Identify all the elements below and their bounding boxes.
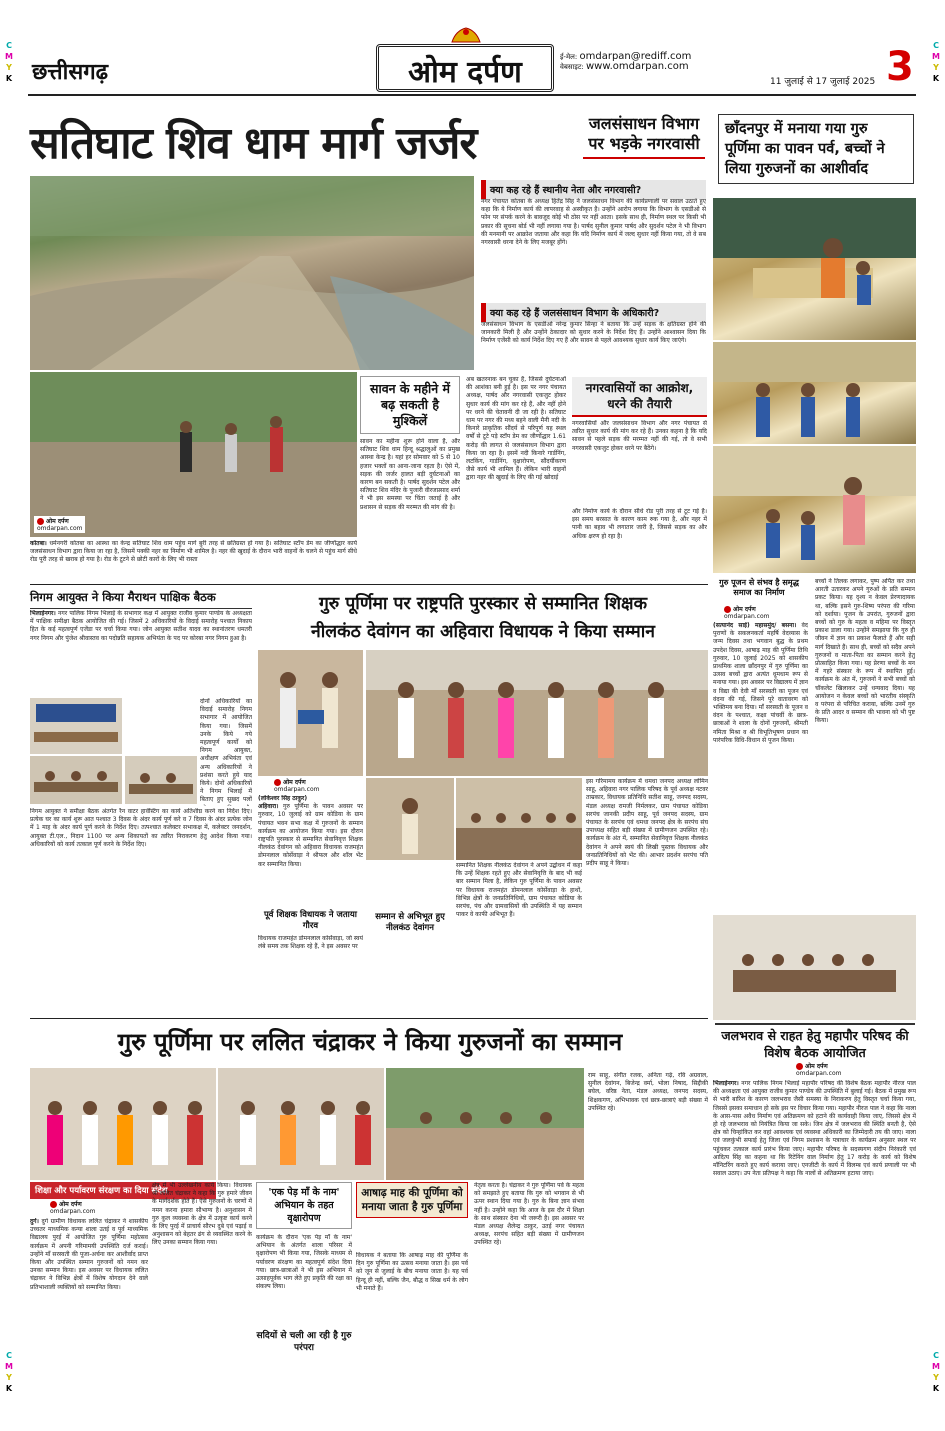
lead-body-col2: अब खतरनाक बन चुका है, जिससे दुर्घटनाओं की आशंका बनी हुई है। इस पर नगर पंचायत अध्यक्ष, पार्षद और नगरवासी एकजुट होकर सुधार कार्य की मांग कर रहे हैं, और नहीं होने पर धरने की चेतावनी दी जा रही है। सतिघाट धाम पर नगर की मध्य बहने वाली मैनी नदी के किनारे प्राकृतिक सौंदर्य से परिपूर्ण यह स्थल वर्षों से टूटे पड़े स्टॉप डेम का जीर्णोद्धार 1.61 करोड़ की लागत से जलसंसाधन विभाग द्वारा किया जा रहा है। इसमें नदी किनारे गार्डनिंग, लटकिंग, गार्डनिंग, वृक्षारोपण, सौंदर्यीकरण जैसे कार्य भी शामिल हैं। लेकिन भारी वाहनों द्वारा नहर की खुदाई के लिए की गई खोदाई <box>466 376 566 482</box>
logo-icon <box>50 1201 57 1208</box>
right-photo-2 <box>713 342 916 444</box>
website-label: वेबसाइट: <box>560 63 584 71</box>
cmyk-c: C <box>6 1351 12 1360</box>
logo-icon <box>724 606 731 613</box>
lalit-top-rule <box>30 1018 708 1019</box>
lead-sidebar-title: जलसंसाधन विभाग पर भड़के नगरवासी <box>583 114 705 159</box>
award-body-a <box>258 795 363 905</box>
credit-url: omdarpan.com <box>796 1070 842 1077</box>
cmyk-m: M <box>932 1362 940 1371</box>
photo-credit <box>34 516 85 533</box>
award-body-c: सम्मानित शिक्षक नीलकंठ देवांगन ने अपने उद्बोधन में कहा कि उन्हें शिक्षक रहते हुए और सेवानिवृत्ति के बाद भी कई बार सम्मान मिला है, लेकिन गुरु पूर्णिमा के पावन अवसर पर विधायक राजमहंत डोमनलाल कोर्सेवाड़ा के हाथों, विभिन्न क्षेत्रों के जनप्रतिनिधियों, ग्राम पंचायत कोडिया के सरपंच, पंच और ग्रामवासियों की उपस्थिति में यह सम्मान पाकर वे काफी अभिभूत हैं। <box>456 862 582 919</box>
lalit-photo-2 <box>218 1068 384 1180</box>
cmyk-m: M <box>5 52 13 61</box>
right-photo-3 <box>713 446 916 573</box>
cmyk-y: Y <box>6 63 12 72</box>
award-headline-1: गुरु पूर्णिमा पर राष्ट्रपति पुरस्कार से सम्मानित शिक्षक <box>318 594 648 614</box>
award-dateline: अहिवारा। <box>258 803 279 811</box>
email-label: ई-मेल: <box>560 53 578 61</box>
credit-text: ओम दर्पण <box>283 779 306 786</box>
credit-url: omdarpan.com <box>50 1208 96 1215</box>
lead-bottom-rule <box>30 584 708 585</box>
cmyk-y: Y <box>6 1373 12 1382</box>
lalit-body-a <box>30 1218 148 1396</box>
right-body-col2: बच्चों ने तिलक लगाकर, पुष्प अर्पित कर तथा आरती उतारकर अपने गुरुओं के प्रति सम्मान प्रकट किया। यह दृश्य न केवल प्रेरणादायक था, बल्कि इसने गुरु-शिष्य परंपरा की गरिमा को दर्शाया। पूजन के उपरांत, गुरुजनों द्वारा बच्चों को गुरु के महत्व व महिमा पर विस्तृत प्रकाश डाला गया। उन्होंने समझाया कि गुरु ही जीवन में ज्ञान का प्रकाश फैलाते हैं और सही मार्ग दिखाते हैं। साथ ही, बच्चों को सदैव अपने गुरुजनों व माता-पिता का सम्मान करने हेतु प्रोत्साहित किया गया। यह प्रेरणा बच्चों के मन में गहरे संस्कार के रूप में स्थापित हुई। कार्यक्रम के अंत में, गुरुजनों ने सभी बच्चों को चॉकलेट खिलाकर उन्हें धन्यवाद दिया। यह आयोजन न केवल बच्चों को भारतीय संस्कृति व परंपरा से परिचित कराया, बल्कि उनमें गुरु के प्रति आदर व सम्मान की भावना को भी पुष्ट किया। <box>815 578 915 725</box>
page-number: 3 <box>886 44 914 90</box>
right-body-col1 <box>713 622 808 910</box>
cmyk-k: K <box>932 74 940 83</box>
award-photo-3 <box>366 778 454 860</box>
mahapaur-headline: जलभराव से राहत हेतु महापौर परिषद की विशेष बैठक आयोजित <box>715 1023 915 1061</box>
masthead-ornament <box>446 26 486 44</box>
cmyk-y: Y <box>933 1373 939 1382</box>
page-header <box>28 40 916 98</box>
lalit-body-d: राम साहू, संगीत रजक, अनिता गढ़े, रवि अग्रवाल, सुनील देवांगन, बिजेन्द्र वर्मा, भोला निषाद, सिद्दीकी बघेल, वरिष्ठ नेता, मंडल अध्यक्ष, जनपद सदस्य, शिक्षकगण, अभिभावक एवं छात्र-छात्राएं बड़ी संख्या में उपस्थित रहे। <box>588 1072 708 1112</box>
mahapaur-body <box>713 1080 916 1380</box>
credit-url: omdarpan.com <box>724 613 770 620</box>
cmyk-m: M <box>5 1362 13 1371</box>
right-dateline: (सत्यानंद साई) महासमुंद/ बसना। <box>713 622 797 629</box>
nigam-dateline: भिलाईनगर। <box>30 610 56 617</box>
cmyk-marks-bottom-right <box>930 1350 942 1394</box>
award-photo-4 <box>456 778 582 860</box>
lalit-body-c: नेतृत्व करता है। चंद्राकर ने गुरु पूर्णिमा पर्व के महत्व को समझाते हुए बताया कि गुरु को भगवान से भी ऊपर स्थान दिया गया है। गुरु के बिना ज्ञान संभव नहीं है। उन्होंने कहा कि आज के इस दौर में शिक्षा के साथ संस्कार देना भी जरूरी है। इस अवसर पर मंडल अध्यक्ष शैलेन्द्र ठाकुर, उतई नगर पंचायत अध्यक्ष, सरपंच सहित बड़ी संख्या में ग्रामीणजन उपस्थित रहे। <box>474 1182 584 1247</box>
right-top-headline: छाँदनपुर में मनाया गया गुरु पूर्णिमा का पावन पर्व, बच्चों ने लिया गुरुजनों का आशीर्वाद <box>718 114 914 184</box>
date-range: 11 जुलाई से 17 जुलाई 2025 <box>770 77 876 87</box>
credit-text: ओम दर्पण <box>805 1063 828 1070</box>
lead-dateline: कोतबा। <box>30 540 47 547</box>
cmyk-marks-bottom-left <box>3 1350 15 1394</box>
lalit-credit <box>50 1200 95 1215</box>
award-body-d: इस गरिमामय कार्यक्रम में धमधा जनपद अध्यक्ष लोमिन साहू, अहिवारा नगर पालिक परिषद के पूर्व अध्यक्ष नटवर ताम्रकार, विधायक प्रतिनिधि सतीश साहू, जनपद सदस्य, मंडल अध्यक्ष रामजी निर्मलकर, ग्राम पंचायत कोडिया सरपंच जानकी प्रदीप साहू, पूर्व जनपद सदस्य, ग्राम पंचायत के सरपंच एवं धमधा जनपद क्षेत्र के सरपंच संघ उपाध्यक्ष सहित बड़ी संख्या में ग्रामीणजन उपस्थित रहे। कार्यक्रम के अंत में, सम्मानित सेवानिवृत्त शिक्षक नीलकंठ देवांगन ने अपने स्वयं की लिखी पुस्तक विधायक और जनप्रतिनिधियों को भेंट की। आभार प्रदर्शन सरपंच पति प्रदीप साहू ने किया। <box>586 778 708 868</box>
cmyk-k: K <box>932 1384 940 1393</box>
cmyk-k: K <box>5 74 13 83</box>
lalit-photo-1 <box>30 1068 216 1180</box>
right-photo-1 <box>713 198 916 340</box>
award-photo-1 <box>258 650 363 776</box>
award-sub2: सम्मान से अभिभूत हुए नीलकंठ देवांगन <box>375 912 445 933</box>
lalit-dateline: दुर्ग। <box>30 1218 39 1225</box>
box1-title: क्या कह रहे हैं स्थानीय नेता और नगरवासी? <box>481 180 706 199</box>
credit-text: ओम दर्पण <box>46 518 69 525</box>
protest-title: नगरवासियों का आक्रोश, धरने की तैयारी <box>572 377 707 417</box>
award-credit <box>274 778 319 793</box>
nigam-body-b: दोनों अधिकारियों का विदाई समारोह निगम सभागार में आयोजित किया गया। जिसमें उनके किये गये महत्वपूर्ण कार्यों को निगम आयुक्त, अधीक्षण अभियंता एवं अन्य अधिकारियों ने प्रशंसा करते हुये याद किये। दोनों अधिकारियों ने निगम भिलाई में बिताए हुए सुखद पलों <box>200 698 252 804</box>
cmyk-y: Y <box>933 63 939 72</box>
mahapaur-dateline: भिलाईनगर। <box>713 1080 739 1087</box>
cmyk-marks-top-right <box>930 40 942 84</box>
lalit-headline: गुरु पूर्णिमा पर ललित चंद्राकर ने किया गुरुजनों का सम्मान <box>117 1028 623 1056</box>
award-sub1: पूर्व शिक्षक विधायक ने जताया गौरव <box>263 910 357 931</box>
lalit-tag: शिक्षा और पर्यावरण संरक्षण का दिया संदेश <box>30 1182 216 1199</box>
cmyk-c: C <box>6 41 12 50</box>
cmyk-c: C <box>933 1351 939 1360</box>
pull1-title: 'एक पेड़ माँ के नाम' अभियान के तहत वृक्षारोपण <box>256 1182 352 1229</box>
credit-url: omdarpan.com <box>37 525 83 532</box>
lead-body-col3: और निर्माण कार्य के दौरान सीधे रोड पूरी तरह से टूट गई है। इस समय बरसात के कारण काम रुक गया है, और नहर में पानी का बहाव भी लगातार जारी है, जिससे सड़क का और अधिक क्षरण हो रहा है। <box>572 508 707 540</box>
masthead-title: ओम दर्पण <box>408 55 522 90</box>
header-divider <box>28 94 916 96</box>
nigam-photo-1 <box>30 698 122 754</box>
mahapaur-photo <box>713 915 916 1020</box>
cmyk-k: K <box>5 1384 13 1393</box>
award-body-a-text: गुरु पूर्णिमा के पावन अवसर पर गुरुवार, 10 जुलाई को ग्राम कोडिया के ग्राम पंचायत भवन सभा कक्ष में गुरुजनों के सम्मान कार्यक्रम का आयोजन किया गया। इस दौरान राष्ट्रपति पुरस्कार से सम्मानित सेवानिवृत्त शिक्षक नीलकंठ देवांगन को अहिवारा विधायक राजमहंत डोमनलाल कोर्सेवाड़ा ने श्रीफल और शॉल भेंट कर सम्मानित किया। <box>258 803 363 868</box>
box2-text: जलसंसाधन विभाग के एसडीओ नरेन्द्र कुमार सिन्हा ने बताया कि उन्हें सड़क के क्षतिग्रस्त होने की जानकारी मिली है और उन्होंने ठेकादार को सुधार करने के निर्देश दिए हैं। उन्होंने आश्वासन दिया कि निर्माण एजेंसी को कार्य निर्देश दिए गए हैं और सावन से पहले आवश्यक सुधार कार्य किए जाएंगे। <box>481 321 706 345</box>
logo-icon <box>37 518 44 525</box>
protest-text: नगरवासियों और जलसंसाधन विभाग और नगर पंचायत से त्वरित सुधार कार्य की मांग कर रहे हैं। उनका कहना है कि यदि सावन से पहले सड़क की मरम्मत नहीं की गई, तो वे सभी नगरवासी एकजुट होकर धरने पर बैठेंगे। <box>572 420 707 452</box>
box1-text: नगर पंचायत कोतबा के अध्यक्ष हितेंद्र सिंह ने जलसंसाधन विभाग की कार्यप्रणाली पर सवाल उठाते हुए कहा कि ये निर्माण कार्य की लापरवाह से अस्वीकृत है। उन्होंने आरोप लगाया कि विभाग के एसडीओ से फोन पर संपर्क करने के बावजूद कोई भी ठोस पर नहीं आता। इसके साथ ही, निर्माण स्थल पर किसी भी प्रकार की सूचना बोर्ड भी नहीं लगाया गया है। पार्षद सुनील कुमार पार्षद और सुदर्शन पटेल ने भी विभाग की मनमानी पर आक्रोश जताया और कहा कि यदि निर्माण कार्य में जल्द सुधार नहीं किया गया, तो वे सब नगरवासी धरना देने के लिए मजबूर होंगे। <box>481 198 706 247</box>
credit-text: ओम दर्पण <box>59 1201 82 1208</box>
website-text: www.omdarpan.com <box>586 61 689 72</box>
lalit-photo-3 <box>386 1068 584 1180</box>
award-byline: (लोकेश्वर सिंह ठाकुर) <box>258 795 308 802</box>
cmyk-marks-top-left <box>3 40 15 84</box>
contact-info <box>560 52 691 72</box>
lead-body-text: धर्मनगरी कोतबा का आस्था का केन्द्र सतिघाट शिव धाम पहुंच मार्ग बुरी तरह से छतिग्रस्त हो गया है। सतिघाट स्टॉप डेम का जीर्णोद्धार कार्य जलसंसाधन विभाग द्वारा किया जा रहा है, जिसमें पक्की नहर का निर्माण भी शामिल है। नहर की खुदाई के दौरान भारी वाहनों के चलने से पहुंच मार्ग सीधे रोड पूरी तरह से खराब हो गया है। रोड के टूटने से छोटी कारों के लिए भी रास्ता <box>30 540 357 564</box>
right-body-a: वेद पुराणों के सकलनकर्ता महर्षि वेदव्यास के जन्म दिवस तथा भगवान बुद्ध के प्रथम उपदेश दिवस, आषाढ़ माह की पूर्णिमा तिथि गुरुवार, 10 जुलाई 2025 को शासकीय प्राथमिक शाला छाँदनपुर में गुरु पूर्णिमा का उत्सव बच्चों द्वारा अत्यंत धूमधाम रूप से मनाया गया। इस अवसर पर विद्यालय में ज्ञान व विद्या की देवी माँ सरस्वती का पूजन एवं वंदना की गई, जिसने पूरे वातावरण को भक्तिमय बना दिया। माँ सरस्वती के पूजन व वंदन के पश्चात, कक्षा पांचवीं के छात्र-छात्राओं ने शाला के दोनों गुरुजनों, श्रीमती नमिता मिश्रा व श्री विभूतिभूषण प्रधान का पारंपरिक विधि-विधान से पूजन किया। <box>713 622 808 744</box>
award-body-b: विधायक राजमहंत डोमनलाल कोर्सेवाड़ा, जो स्वयं लंबे समय तक शिक्षक रहे हैं, ने इस अवसर पर <box>258 935 363 951</box>
nigam-photo-3 <box>125 756 197 804</box>
nigam-body-a-text: नगर पालिक निगम भिलाई के सभागार कक्ष में आयुक्त राजीव कुमार पाण्डेय के अध्यक्षता में पाक्षिक समीक्षा बैठक आयोजित की गई। जिसमें 2 अधिकारियों के विदाई समारोह पश्चात निकाय हित के कई महत्वपूर्ण एजेंडा पर चर्चा किया गया। जोन आयुक्त सतीश यादव का स्थानांतरण धमतरी नगर निगम और पुंजेश श्रीवास्तव का पदोन्नति सहायक अभियंता के पद पर कोरबा नगर निगम हुआ है। <box>30 610 252 642</box>
credit-url: omdarpan.com <box>274 786 320 793</box>
right-credit <box>724 605 769 620</box>
cmyk-m: M <box>932 52 940 61</box>
pull1-text: कार्यक्रम के दौरान 'एक पेड़ माँ के नाम' अभियान के अंतर्गत शाला परिसर में वृक्षारोपण भी किया गया, जिसके माध्यम से पर्यावरण संरक्षण का महत्वपूर्ण संदेश दिया गया। छात्र-छात्राओं ने भी इस अभियान में उत्साहपूर्वक भाग लेते हुए प्रकृति की रक्षा का संकल्प लिया। <box>256 1234 352 1291</box>
cmyk-c: C <box>933 41 939 50</box>
lead-photo-people <box>30 372 357 537</box>
logo-icon <box>796 1063 803 1070</box>
lead-headline: सतिघाट शिव धाम मार्ग जर्जर <box>30 118 477 169</box>
nigam-body-c: निगम आयुक्त ने समीक्षा बैठक अंतर्गत रैन वाटर हार्वेस्टिंग का कार्य अतिशीघ्र करने का निर्देश दिए। प्रत्येक घर का कार्य शुरू आत पश्चात 3 दिवस के अंदर कार्य पूर्ण करे व 7 दिवस के अंदर प्रत्येक जोन में 1 माह के अंदर कार्य पूर्ण करने के निर्देश दिए। तत्पश्चात कलेक्टर सभाकक्ष में, कलेक्टर जनदर्शन, आयुक्त टी.एल., निदान 1100 पर अन्य शिकायतों का त्वरित निराकरण हेतु आदेश किया गया। अधिकारियों को कार्य तत्काल पूर्ण करने के निर्देश दिए। <box>30 808 252 848</box>
award-photo-2 <box>366 650 708 776</box>
box2-title: क्या कह रहे हैं जलसंसाधन विभाग के अधिकारी? <box>481 303 706 322</box>
lead-body-col1 <box>30 540 357 580</box>
pull-text: सावन का महीना शुरू होने वाला है, और सतिघाट शिव धाम हिन्दू श्रद्धालुओं का प्रमुख आस्था केन्द्र है। यहां हर सोमवार को 5 से 10 हजार भक्तों का आना-जाना रहता है। ऐसे में, सड़क की जर्जर हालत बड़ी दुर्घटनाओं का कारण बन सकती है। पार्षद सुदर्शन पटेल और सतिघाट शिव मंदिर के पुजारी वीरजप्रसाद शर्मा ने भी इस समस्या पर चिंता जताई है और प्रशासन से सड़क की मरम्मत की मांग की है। <box>360 438 460 511</box>
pull3-text: विधायक ने बताया कि आषाढ़ माह की पूर्णिमा के दिन गुरु पूर्णिमा का उत्सव मनाया जाता है। इस पर्व को जून से जुलाई के बीच मनाया जाता है। यह पर्व हिन्दू ही नहीं, बल्कि जैन, बौद्ध व सिख धर्म के लोग भी मनाते हैं। <box>356 1252 468 1292</box>
lalit-body-a-text: दुर्ग ग्रामीण विधायक ललित चंद्राकर ने शासकीय उच्चतर माध्यमिक कन्या शाला उतई व पूर्व माध्यमिक विद्यालय पुरई में आयोजित गुरु पूर्णिमा महोत्सव कार्यक्रम में अपनी गरिमामयी उपस्थिति दर्ज कराई। उन्होंने माँ सरस्वती की पूजा-अर्चना कर आशीर्वाद प्राप्त किया और उपस्थित सम्मान गुरुजनों को नमन कर उनका सम्मान किया। इस अवसर पर विधायक ललित चंद्राकर ने विभिन्न क्षेत्रों में विशेष योगदान देने वाले प्रतिभाशाली व्यक्तियों को सम्मानित किया। <box>30 1218 148 1291</box>
mahapaur-body-text: नगर पालिक निगम भिलाई महापौर परिषद की विशेष बैठक महापौर नीरज पाल की अध्यक्षता एवं आयुक्त राजीव कुमार पाण्डेय की उपस्थिति में बुलाई गई। बैठक में प्रमुख रूप से भारी बारिश के कारण जलभराव जैसी समस्या के निराकरण हेतु विस्तृत चर्चा किया गया, जिससे इसका समाधान हो सके इस पर विचार किया गया। महापौर नीरज पाल ने कहा कि नाला के आस-पास अवैध निर्माण एवं अतिक्रमण को हटाने की कार्यवाही किया जाए, जिससे क्षेत्र में हो रहे जलभराव को नियंत्रित किया जा सके। जिन क्षेत्र में जलभराव की स्थिति बनती है, ऐसे क्षेत्र को चिन्हांकित कर वहां आवश्यक एवं व्यवस्था अधिकारी का जिम्मेदारी तय की जाए। नाला एवं जलकुंभी सफाई हेतु जिला एवं निगम प्रशासन के पत्राचार के कार्यक्रम अनुसार स्थल पर पहुंचकर तत्काल कार्य प्रारंभ किया जाए। महापौर परिषद के सदस्यगण संदीप निरंकारी एवं आदित्य सिंह का कहना था कि रिटेनिंग वाल निर्माण हेतु 17 करोड़ के कार्य को विशेष मॉनिटरिंग कराते हुए कार्य कराया जाए। एनजीटी के कार्य में विलम्ब एवं कार्य प्रणाली पर भी सवाल उठाए। उप नेता प्रतिपक्ष ने कहा कि नालों से अतिक्रमण हटाया जाए। <box>713 1080 916 1178</box>
pull2-title: सदियों से चली आ रही है गुरु परंपरा <box>256 1331 352 1353</box>
nigam-photo-2 <box>30 756 122 804</box>
nigam-body-a <box>30 610 252 696</box>
logo-icon <box>274 779 281 786</box>
pull3-title: आषाढ़ माह की पूर्णिमा को मनाया जाता है गुरु पूर्णिमा <box>356 1182 468 1218</box>
lalit-body-b: क्षेत्र में भी उल्लेखनीय कार्य किया। विधायक श्री ललित चंद्राकर ने कहा कि गुरु हमारे जीवन के मार्गदर्शक होते हैं। ऐसे गुरुजनों के चरणों में नमन करना हमारा सौभाग्य है। अनुशासन में गुरु कुल व्यवस्था के क्षेत्र में उत्कृष्ट कार्य करने के लिए पुरई में प्राचार्य सौरभ दुबे एवं पढ़ाई व अनुशासन को बेहतर ढंग से व्यवस्थित करने के लिए उनका सम्मान किया गया। <box>152 1182 252 1247</box>
right-photo-caption: गुरु पूजन से संभव है समृद्ध समाज का निर्माण <box>719 578 799 597</box>
pull-title: सावन के महीने में बढ़ सकती है मुश्किलें <box>360 376 460 434</box>
mahapaur-credit <box>796 1062 841 1077</box>
email-text: omdarpan@rediff.com <box>579 51 692 62</box>
nigam-headline: निगम आयुक्त ने किया मैराथन पाक्षिक बैठक <box>30 590 252 609</box>
region-label: छत्तीसगढ़ <box>32 60 108 85</box>
credit-text: ओम दर्पण <box>733 606 756 613</box>
award-headline-2: नीलकंठ देवांगन का अहिवारा विधायक ने किया सम्मान <box>311 622 655 642</box>
lead-photo-road <box>30 176 474 370</box>
